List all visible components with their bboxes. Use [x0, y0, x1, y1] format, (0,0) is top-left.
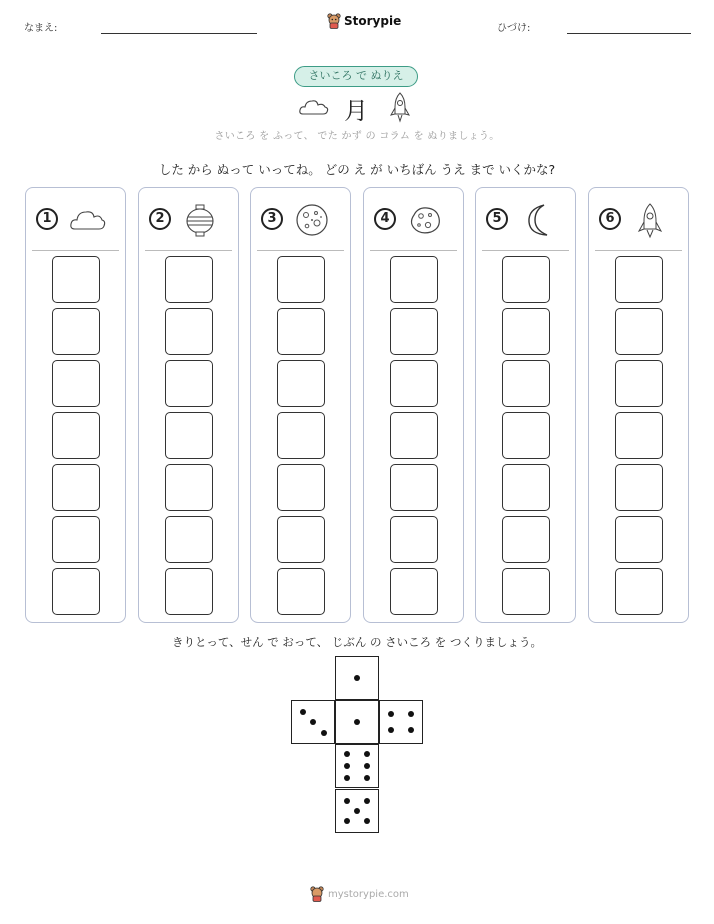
rocket-icon [390, 91, 410, 123]
name-label: なまえ: [24, 23, 58, 34]
coloring-box[interactable] [165, 360, 213, 407]
coloring-box[interactable] [277, 256, 325, 303]
crescent-moon-icon [518, 201, 556, 239]
die-pip [354, 808, 360, 814]
column-divider [32, 250, 119, 251]
coloring-box[interactable] [52, 412, 100, 459]
brand-name: Storypie [344, 14, 402, 28]
brand-logo [327, 13, 401, 29]
page-title: 月 [344, 97, 368, 125]
title-row [0, 90, 714, 124]
die-pip [344, 751, 350, 757]
coloring-box[interactable] [52, 568, 100, 615]
coloring-box[interactable] [502, 516, 550, 563]
die-pip [310, 719, 316, 725]
die-face-1 [335, 700, 379, 744]
column-number: 6 [599, 208, 621, 230]
lantern-icon [181, 201, 219, 239]
coloring-box[interactable] [502, 256, 550, 303]
column-divider [482, 250, 569, 251]
coloring-box[interactable] [52, 360, 100, 407]
die-pip [354, 719, 360, 725]
die-face-5 [335, 789, 379, 833]
column-number: 3 [261, 208, 283, 230]
die-pip [300, 709, 306, 715]
column-1 [25, 187, 126, 623]
cut-instruction: きりとって、せん で おって、 じぶん の さいころ を つくりましょう。 [172, 635, 542, 649]
coloring-box[interactable] [502, 568, 550, 615]
die-pip [408, 727, 414, 733]
coloring-box[interactable] [615, 360, 663, 407]
coloring-box[interactable] [277, 568, 325, 615]
coloring-box[interactable] [615, 464, 663, 511]
coloring-box[interactable] [615, 308, 663, 355]
die-pip [408, 711, 414, 717]
column-number: 5 [486, 208, 508, 230]
footer-url: mystorypie.com [328, 888, 409, 900]
name-line [101, 33, 257, 34]
column-divider [370, 250, 457, 251]
instruction: した から ぬって いってね。 どの え が いちばん うえ まで いくかな? [158, 162, 556, 177]
die-face-3 [291, 700, 335, 744]
coloring-box[interactable] [165, 568, 213, 615]
column-5 [475, 187, 576, 623]
die-face-1 [335, 656, 379, 700]
coloring-box[interactable] [615, 256, 663, 303]
coloring-box[interactable] [502, 308, 550, 355]
column-4 [363, 187, 464, 623]
column-number: 4 [374, 208, 396, 230]
subtitle: さいころ を ふって、 でた かず の コラム を ぬりましょう。 [214, 131, 500, 142]
coloring-box[interactable] [165, 464, 213, 511]
die-face-4 [379, 700, 423, 744]
coloring-box[interactable] [165, 412, 213, 459]
column-divider [145, 250, 232, 251]
coloring-box[interactable] [390, 568, 438, 615]
coloring-box[interactable] [390, 412, 438, 459]
footer [310, 886, 409, 902]
die-pip [344, 818, 350, 824]
coloring-box[interactable] [390, 256, 438, 303]
coloring-box[interactable] [615, 568, 663, 615]
coloring-box[interactable] [52, 516, 100, 563]
coloring-box[interactable] [277, 412, 325, 459]
coloring-box[interactable] [502, 360, 550, 407]
die-pip [344, 798, 350, 804]
die-pip [388, 727, 394, 733]
die-pip [364, 798, 370, 804]
die-pip [364, 818, 370, 824]
coloring-box[interactable] [52, 256, 100, 303]
coloring-box[interactable] [277, 516, 325, 563]
cloud-icon [298, 96, 330, 118]
coloring-box[interactable] [390, 464, 438, 511]
date-label: ひづけ: [497, 23, 531, 34]
full-moon-icon [293, 201, 331, 239]
die-face-6 [335, 744, 379, 788]
cloud-icon [68, 201, 106, 239]
coloring-box[interactable] [390, 308, 438, 355]
column-divider [595, 250, 682, 251]
date-line [567, 33, 691, 34]
coloring-box[interactable] [502, 464, 550, 511]
die-pip [321, 730, 327, 736]
coloring-box[interactable] [165, 516, 213, 563]
coloring-box[interactable] [277, 464, 325, 511]
coloring-box[interactable] [277, 360, 325, 407]
coloring-box[interactable] [390, 360, 438, 407]
bear-logo-icon [327, 13, 341, 29]
die-pip [344, 775, 350, 781]
column-divider [257, 250, 344, 251]
coloring-box[interactable] [277, 308, 325, 355]
coloring-box[interactable] [165, 256, 213, 303]
column-3 [250, 187, 351, 623]
column-6 [588, 187, 689, 623]
column-number: 2 [149, 208, 171, 230]
die-pip [388, 711, 394, 717]
coloring-box[interactable] [502, 412, 550, 459]
die-pip [364, 775, 370, 781]
bear-logo-icon [310, 886, 324, 902]
die-pip [354, 675, 360, 681]
die-pip [344, 763, 350, 769]
die-pip [364, 751, 370, 757]
rocket-icon [631, 201, 669, 239]
column-2 [138, 187, 239, 623]
coloring-box[interactable] [165, 308, 213, 355]
die-pip [364, 763, 370, 769]
coloring-box[interactable] [390, 516, 438, 563]
theme-badge: さいころ で ぬりえ [294, 66, 418, 87]
column-number: 1 [36, 208, 58, 230]
coloring-box[interactable] [615, 516, 663, 563]
asteroid-icon [406, 201, 444, 239]
coloring-box[interactable] [615, 412, 663, 459]
coloring-box[interactable] [52, 464, 100, 511]
coloring-box[interactable] [52, 308, 100, 355]
